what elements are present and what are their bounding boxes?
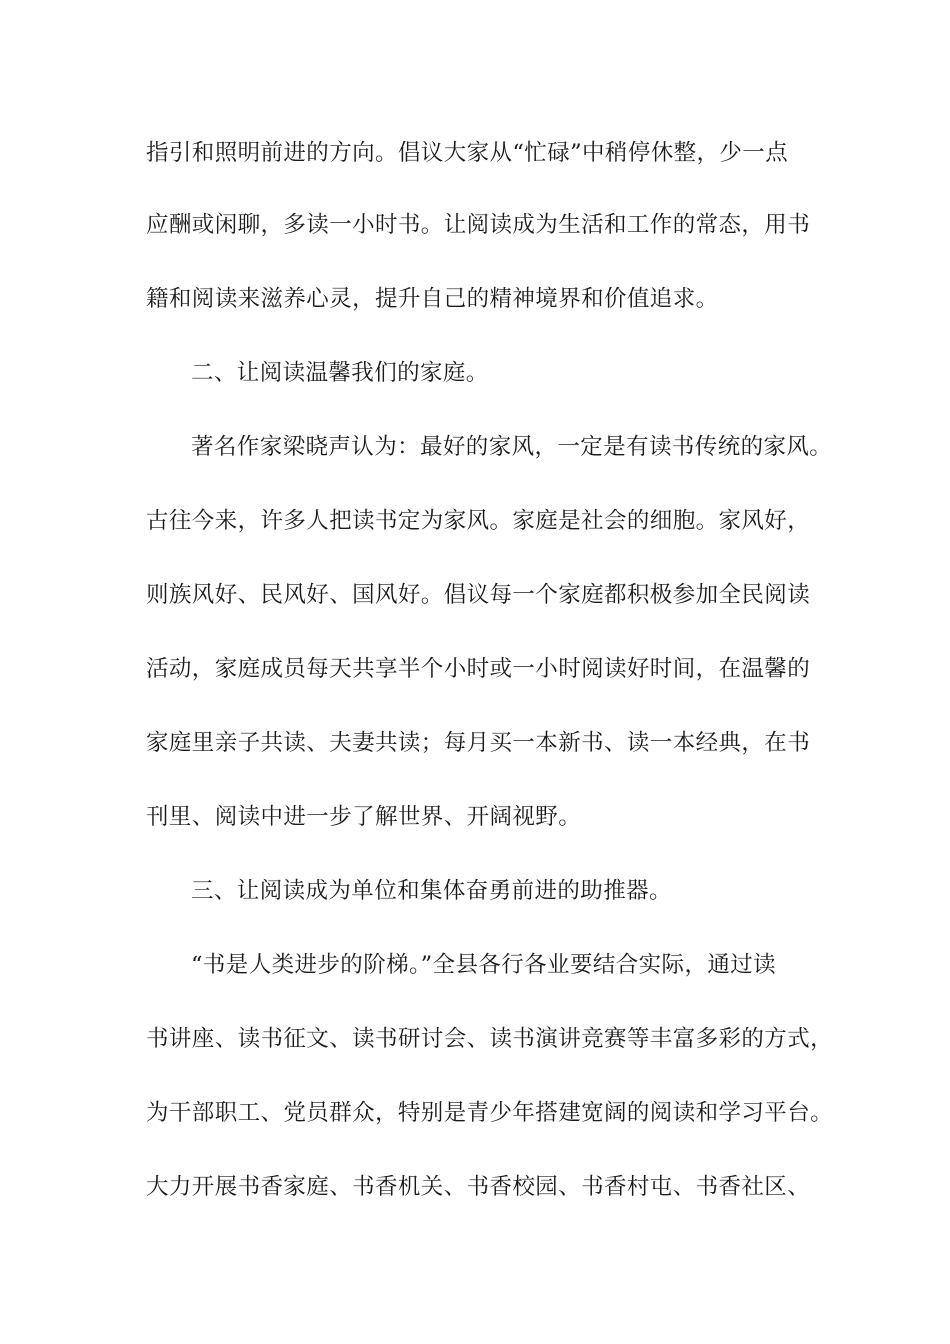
- paragraph-line: 指引和照明前进的方向。倡议大家从“忙碌”中稍停休整，少一点: [146, 140, 789, 166]
- paragraph-line: 为干部职工、党员群众，特别是青少年搭建宽阔的阅读和学习平台。: [146, 1100, 834, 1126]
- section-heading-2: 二、让阅读温馨我们的家庭。: [191, 360, 489, 386]
- paragraph-line: “书是人类进步的阶梯。”全县各行各业要结合实际，通过读: [191, 952, 777, 978]
- paragraph-line: 著名作家梁晓声认为：最好的家风，一定是有读书传统的家风。: [191, 434, 833, 460]
- paragraph-line: 书讲座、读书征文、读书研讨会、读书演讲竞赛等丰富多彩的方式，: [146, 1026, 834, 1052]
- paragraph-line: 活动，家庭成员每天共享半个小时或一小时阅读好时间，在温馨的: [146, 656, 811, 682]
- paragraph-line: 籍和阅读来滋养心灵，提升自己的精神境界和价值追求。: [146, 286, 719, 312]
- paragraph-line: 家庭里亲子共读、夫妻共读；每月买一本新书、读一本经典，在书: [146, 730, 811, 756]
- paragraph-line: 古往今来，许多人把读书定为家风。家庭是社会的细胞。家风好，: [146, 508, 811, 534]
- paragraph-line: 刊里、阅读中进一步了解世界、开阔视野。: [146, 804, 582, 830]
- section-heading-3: 三、让阅读成为单位和集体奋勇前进的助推器。: [191, 878, 672, 904]
- paragraph-line: 大力开展书香家庭、书香机关、书香校园、书香村屯、书香社区、: [146, 1174, 811, 1200]
- paragraph-line: 应酬或闲聊，多读一小时书。让阅读成为生活和工作的常态，用书: [146, 212, 811, 238]
- paragraph-line: 则族风好、民风好、国风好。倡议每一个家庭都积极参加全民阅读: [146, 582, 811, 608]
